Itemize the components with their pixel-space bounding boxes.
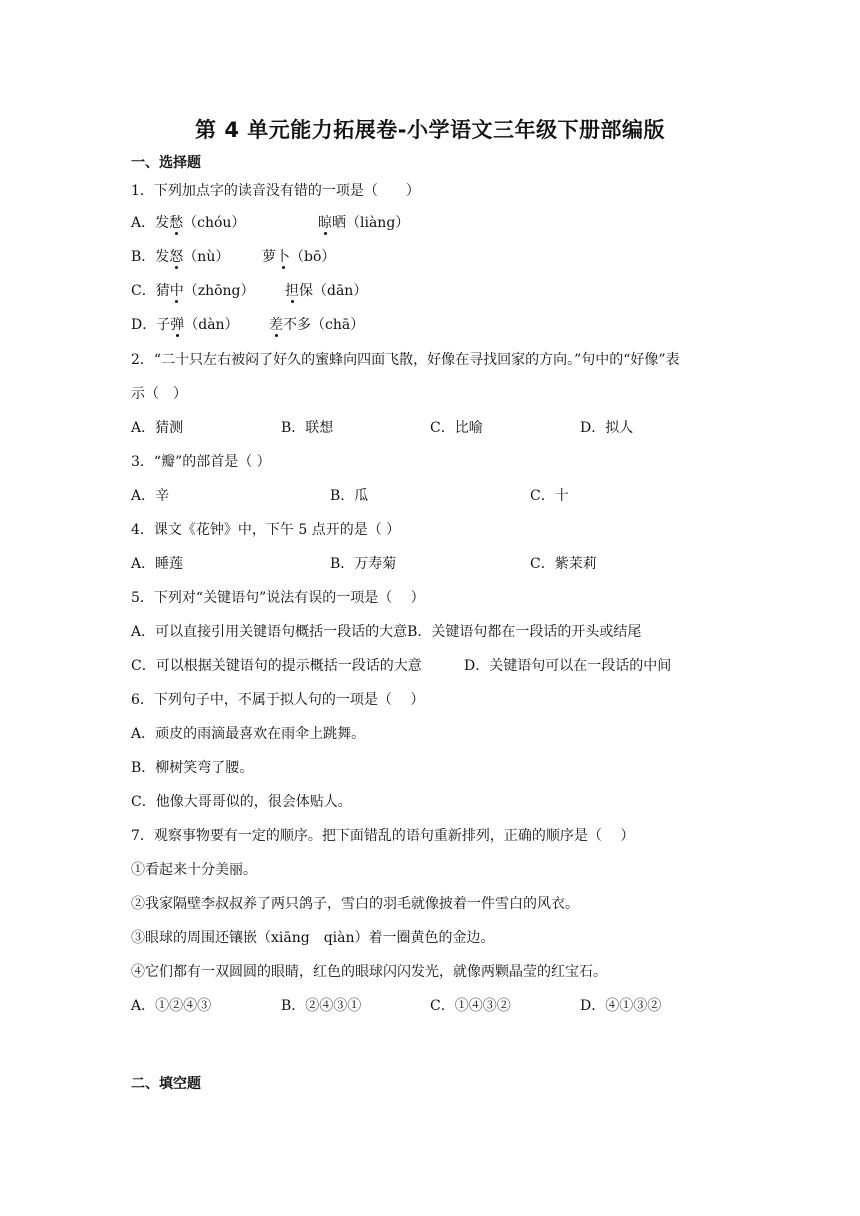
q1-option-c-right: 担保（dān） — [285, 283, 368, 299]
q2-option-b: B．联想 — [281, 420, 334, 436]
question-6-stem: 6．下列句子中，不属于拟人句的一项是（ ） — [131, 692, 425, 708]
question-1-stem: 1．下列加点字的读音没有错的一项是（ ） — [131, 183, 420, 199]
q5-option-c: C．可以根据关键语句的提示概括一段话的大意 — [131, 658, 422, 674]
q7-sentence-3: ③眼球的周围还镶嵌（xiāng qiàn）着一圈黄色的金边。 — [131, 930, 495, 946]
q7-sentence-2: ②我家隔壁李叔叔养了两只鸽子，雪白的羽毛就像披着一件雪白的风衣。 — [131, 896, 579, 912]
q7-option-c: C．①④③② — [430, 998, 511, 1014]
q3-option-a: A．辛 — [131, 488, 170, 504]
q2-option-d: D．拟人 — [580, 420, 634, 436]
q6-option-b: B．柳树笑弯了腰。 — [131, 760, 254, 776]
section-heading-choice: 一、选择题 — [131, 155, 201, 171]
q1-option-b-left: B．发怒（nù） — [131, 249, 230, 265]
q4-option-b: B．万寿菊 — [330, 556, 397, 572]
q1-option-d-left: D．子弹（dàn） — [131, 317, 239, 333]
question-2-stem-line2: 示（ ） — [131, 386, 187, 402]
q3-option-c: C．十 — [530, 488, 569, 504]
q7-sentence-1: ①看起来十分美丽。 — [131, 862, 257, 878]
q2-option-c: C．比喻 — [430, 420, 483, 436]
question-5-stem: 5．下列对“关键语句”说法有误的一项是（ ） — [131, 590, 425, 606]
question-7-stem: 7．观察事物要有一定的顺序。把下面错乱的语句重新排列，正确的顺序是（ ） — [131, 828, 635, 844]
q4-option-c: C．紫茉莉 — [530, 556, 597, 572]
q7-option-d: D．④①③② — [580, 998, 662, 1014]
q6-option-a: A．顽皮的雨滴最喜欢在雨伞上跳舞。 — [131, 726, 366, 742]
q7-option-a: A．①②④③ — [131, 998, 212, 1014]
q1-option-a-right: 晾晒（liàng） — [318, 215, 410, 231]
q1-option-d-right: 差不多（chā） — [269, 317, 365, 333]
q1-option-b-right: 萝卜（bō） — [262, 249, 336, 265]
q7-sentence-4: ④它们都有一双圆圆的眼睛，红色的眼球闪闪发光，就像两颗晶莹的红宝石。 — [131, 964, 607, 980]
q4-option-a: A．睡莲 — [131, 556, 184, 572]
page-title: 第 4 单元能力拓展卷-小学语文三年级下册部编版 — [195, 118, 665, 142]
q5-options-ab: A．可以直接引用关键语句概括一段话的大意B．关键语句都在一段话的开头或结尾 — [131, 624, 642, 640]
q1-option-c-left: C．猜中（zhōng） — [131, 283, 255, 299]
q2-option-a: A．猜测 — [131, 420, 184, 436]
question-2-stem-line1: 2．“二十只左右被闷了好久的蜜蜂向四面飞散，好像在寻找回家的方向。”句中的“好像”表 — [131, 352, 680, 368]
section-heading-fill-in: 二、填空题 — [131, 1076, 201, 1092]
question-4-stem: 4．课文《花钟》中，下午 5 点开的是（ ） — [131, 522, 401, 538]
q7-option-b: B．②④③① — [281, 998, 362, 1014]
q1-option-a-left: A．发愁（chóu） — [131, 215, 246, 231]
question-3-stem: 3．“瓣”的部首是（ ） — [131, 454, 271, 470]
q3-option-b: B．瓜 — [330, 488, 369, 504]
q5-option-d: D．关键语句可以在一段话的中间 — [464, 658, 672, 674]
q6-option-c: C．他像大哥哥似的，很会体贴人。 — [131, 794, 352, 810]
